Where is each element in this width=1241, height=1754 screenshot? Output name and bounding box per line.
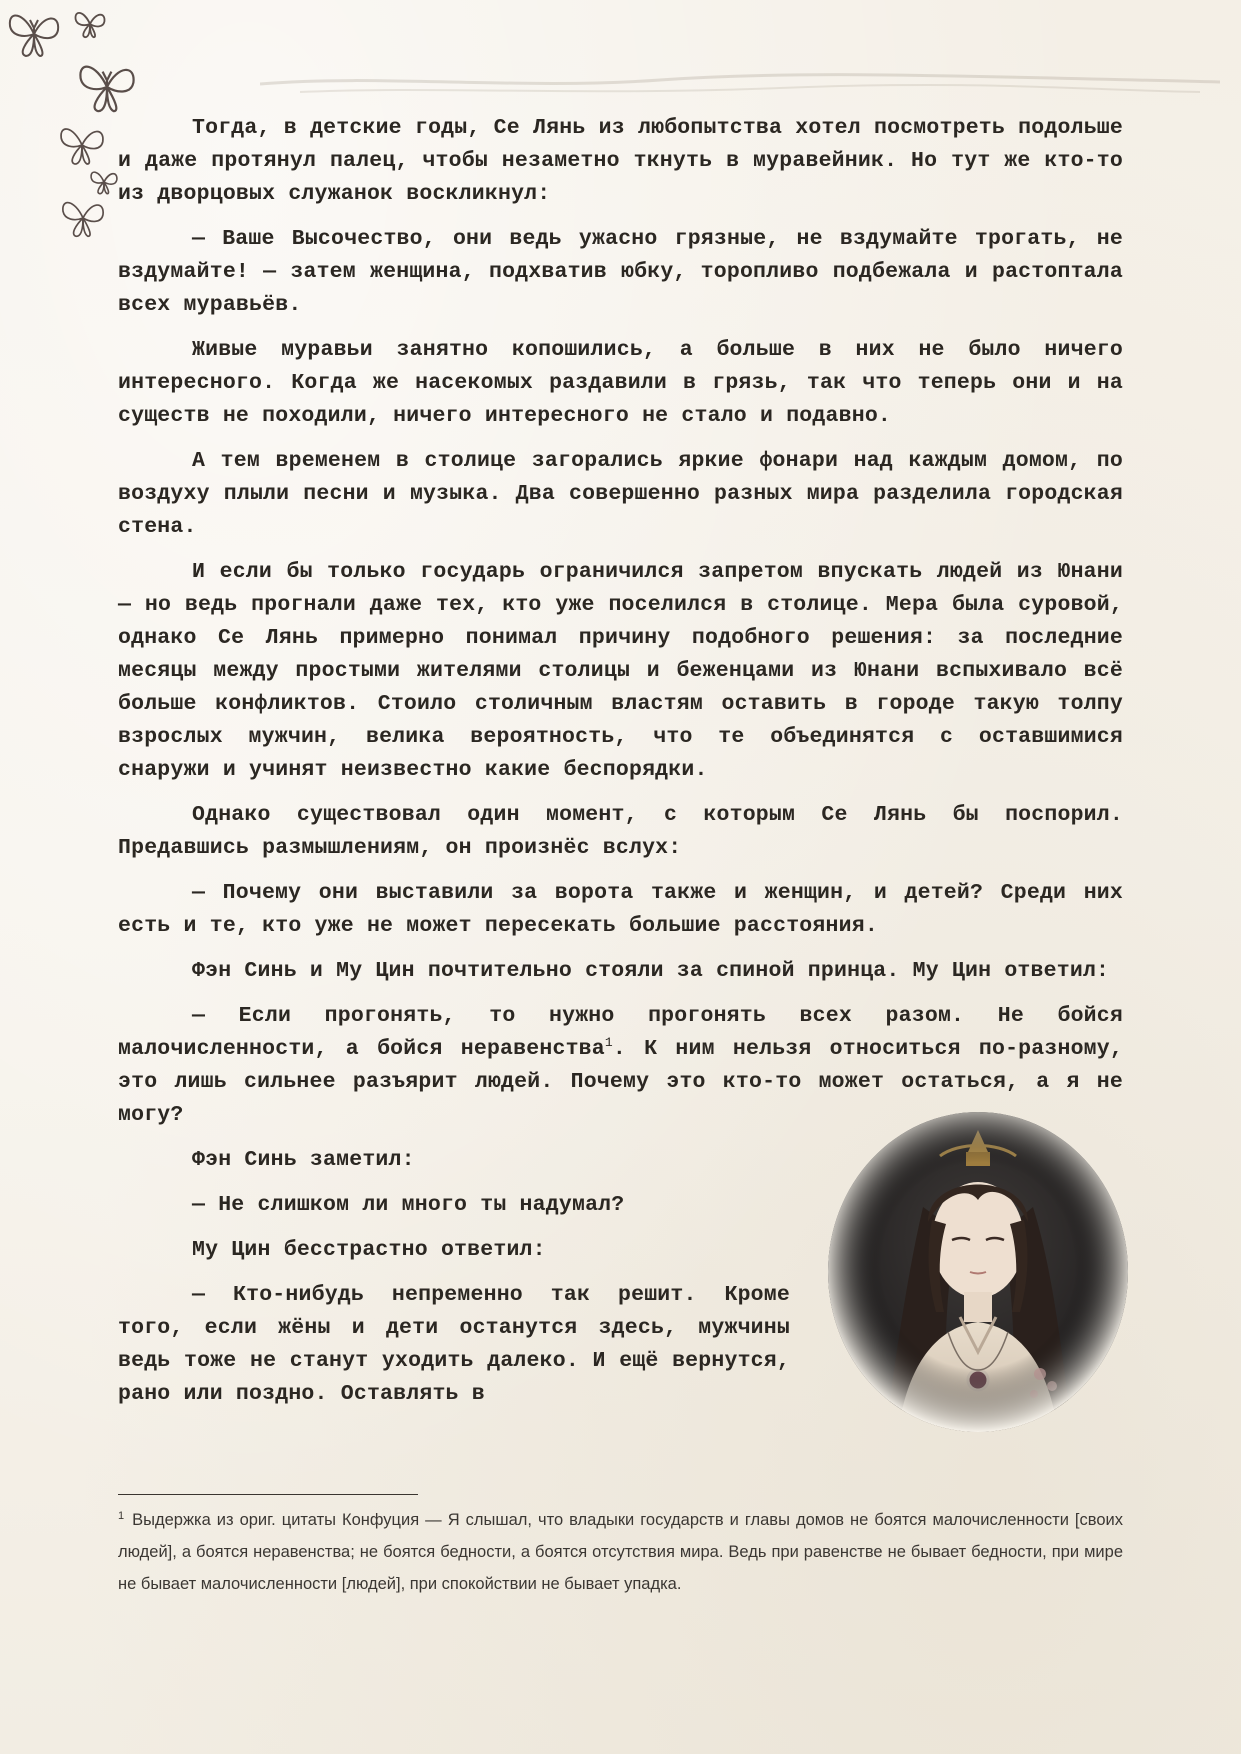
paragraph: Тогда, в детские годы, Се Лянь из любопытства хотел посмотреть подольше и даже протянул палец, чтобы незаметно ткнуть в муравейник. Но тут же кто-то из дворцовых служанок воскликнул: xyxy=(118,116,1123,206)
butterfly-icon xyxy=(72,8,108,40)
paragraph: Однако существовал один момент, с которым Се Лянь бы поспорил. Предавшись размышлениям, он произнёс вслух: xyxy=(118,803,1123,860)
footnote-reference[interactable]: 1 xyxy=(604,1034,613,1050)
footnote-divider xyxy=(118,1494,418,1495)
brush-stroke-decoration xyxy=(260,62,1220,102)
character-portrait xyxy=(828,1112,1128,1432)
paragraph: Му Цин бесстрастно ответил: xyxy=(192,1238,546,1262)
paragraph: А тем временем в столице загорались яркие фонари над каждым домом, по воздуху плыли песни и музыка. Два совершенно разных мира разделила городская стена. xyxy=(118,449,1123,539)
paragraph: Живые муравьи занятно копошились, а больше в них не было ничего интересного. Когда же насекомых раздавили в грязь, так что теперь они и на существ не походили, ничего интересного не стало и подавно. xyxy=(118,338,1123,428)
paragraph: — Ваше Высочество, они ведь ужасно грязные, не вздумайте трогать, не вздумайте! — затем женщина, подхватив юбку, торопливо подбежала и растоптала всех муравьёв. xyxy=(118,227,1123,317)
butterfly-icon xyxy=(4,8,64,60)
paragraph: — Почему они выставили за ворота также и женщин, и детей? Среди них есть и те, кто уже не может пересекать большие расстояния. xyxy=(118,881,1123,938)
footnote-mark: 1 xyxy=(118,1509,125,1522)
portrait-illustration xyxy=(828,1112,1128,1432)
paragraph-text: . К ним нельзя относиться по-разному, это лишь сильнее разъярит людей. Почему это кто-то может остаться, а я не могу? xyxy=(118,1037,1123,1127)
butterfly-icon xyxy=(74,58,140,116)
paragraph: Фэн Синь и Му Цин почтительно стояли за спиной принца. Му Цин ответил: xyxy=(192,959,1110,983)
footnote-text: Выдержка из ориг. цитаты Конфуция — Я слышал, что владыки государств и главы домов не боятся малочисленности [своих людей], а боятся неравенства; не боятся бедности, а боятся отсутствия мира. Ведь при равенстве не бывает бедности, при мире не бывает малочисленности [людей], при спокойствии не бывает упадка. xyxy=(118,1511,1123,1593)
paragraph: — Кто-нибудь непременно так решит. Кроме того, если жёны и дети останутся здесь, мужчины ведь тоже не станут уходить далеко. И ещё вернутся, рано или поздно. Оставлять в xyxy=(118,1283,790,1406)
paragraph: И если бы только государь ограничился запретом впускать людей из Юнани — но ведь прогнали даже тех, кто уже поселился в столице. Мера была суровой, однако Се Лянь примерно понимал причину подобного решения: за последние месяцы между простыми жителями столицы и беженцами из Юнани вспыхивало всё больше конфликтов. Стоило столичным властям оставить в городе такую толпу взрослых мужчин, велика вероятность, что те объединятся с оставшимися снаружи и учинят неизвестно какие беспорядки. xyxy=(118,560,1123,782)
butterfly-icon xyxy=(88,168,120,196)
butterfly-icon xyxy=(58,196,108,240)
paragraph: — Не слишком ли много ты надумал? xyxy=(192,1193,625,1217)
butterfly-icon xyxy=(56,122,108,168)
paragraph: Фэн Синь заметил: xyxy=(192,1148,415,1172)
paragraph-text: — Если прогонять, то нужно прогонять всех разом. Не бойся малочисленности, а бойся неравенства xyxy=(118,1004,1123,1061)
footnote xyxy=(118,1504,1123,1600)
